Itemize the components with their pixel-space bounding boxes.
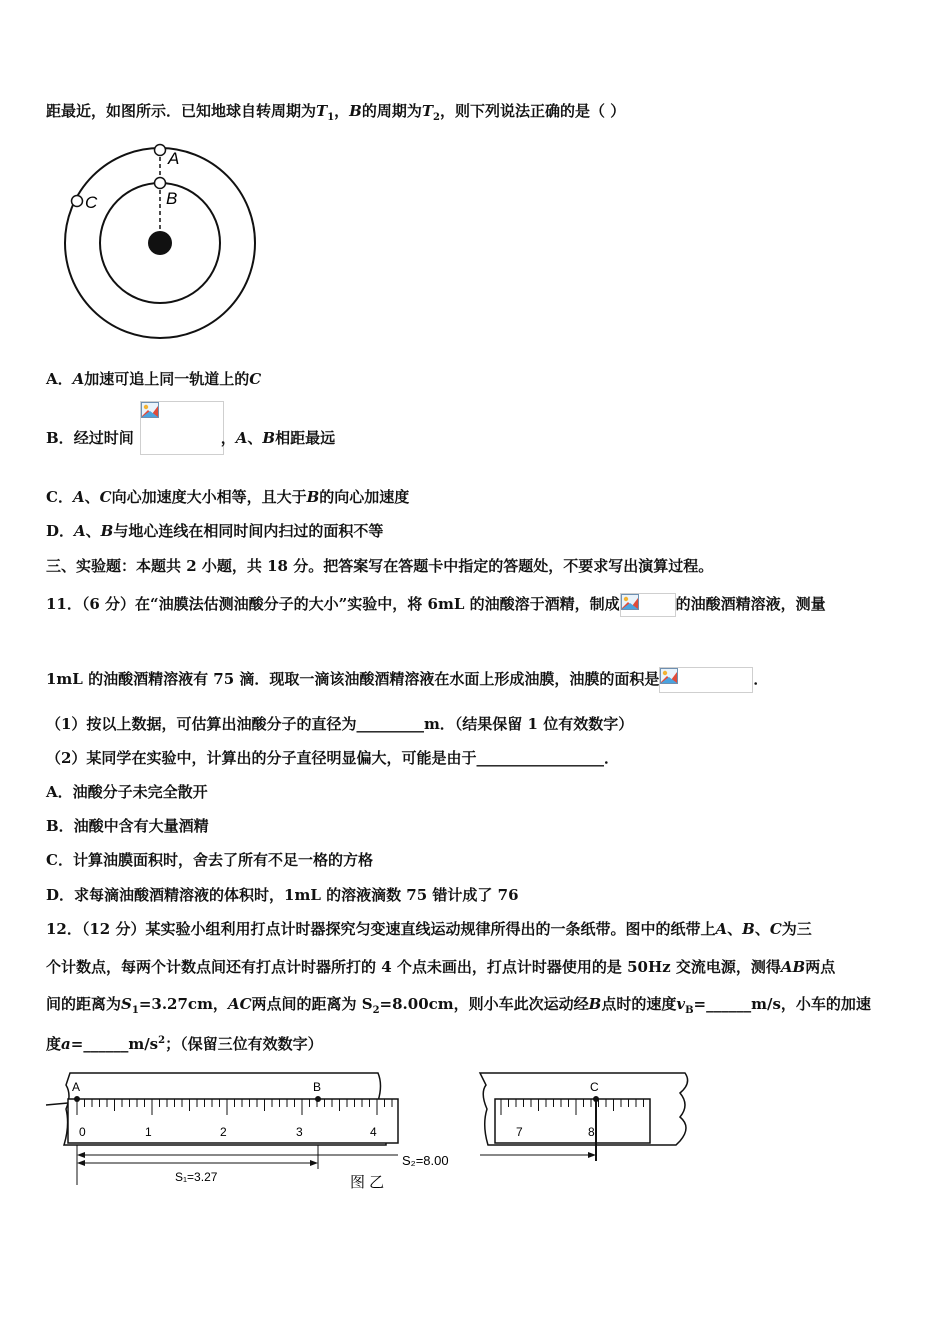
- q11-line2-b: ．: [753, 670, 769, 688]
- q12-l3-b: =3.27cm，: [138, 995, 228, 1013]
- broken-image-icon: [141, 402, 159, 418]
- section3-heading: 三、实验题：本题共 2 小题，共 18 分。把答案写在答题卡中指定的答题处，不要求写出演算过程。: [46, 557, 714, 575]
- q11-line1: [46, 593, 826, 617]
- opt-c-subj: A: [72, 488, 85, 506]
- opt-b-obj: B: [262, 429, 276, 447]
- q12-l3-s1: 1: [131, 1005, 139, 1016]
- q10-sep: ，: [334, 102, 350, 120]
- q12-l3-vB: B: [685, 1005, 694, 1016]
- opt-c-text2: 的向心加速度: [319, 488, 410, 506]
- q12-l1-dun2: 、: [754, 920, 770, 938]
- opt-b-subj: A: [235, 429, 248, 447]
- ruler2-tick-7: 7: [516, 1125, 523, 1139]
- q12-l2-b: 两点: [805, 958, 836, 976]
- q12-l3-f: =______m/s，小车的加速: [693, 995, 871, 1013]
- q12-l3-AC: AC: [227, 995, 252, 1013]
- opt-a-obj: C: [249, 370, 262, 388]
- ruler-left-end: [46, 1103, 68, 1105]
- q12-l4-a: 度: [46, 1035, 62, 1053]
- q12-l3-e: 点时的速度: [601, 995, 677, 1013]
- opt-c-obj: C: [99, 488, 112, 506]
- earth: [148, 231, 172, 255]
- opt-d-letter: D．: [46, 522, 75, 540]
- ruler2-tick-8: 8: [588, 1125, 595, 1139]
- q12-l3-a: 间的距离为: [46, 995, 122, 1013]
- q12-l4-b: =______m/s: [70, 1035, 159, 1053]
- q12-l3-s2: 2: [372, 1005, 380, 1016]
- q12-l1-C: C: [769, 920, 782, 938]
- satellite-a: [155, 145, 166, 156]
- q12-l4-c: ；（保留三位有效数字）: [165, 1035, 323, 1053]
- opt-b-text2: ，: [220, 429, 236, 447]
- q10-sub1: 1: [327, 112, 335, 123]
- point-b-label: B: [313, 1080, 322, 1094]
- label-b: B: [166, 189, 178, 208]
- s2-arrowhead-right: [588, 1152, 596, 1158]
- q11-line1-b: 的油酸酒精溶液，测量: [675, 595, 826, 613]
- opt-d-subj: A: [74, 522, 86, 540]
- q12-l4-sup: 2: [158, 1035, 166, 1046]
- q12-l3-S: S: [121, 995, 132, 1013]
- point-b: [315, 1096, 321, 1102]
- fig-label: 图 乙: [350, 1174, 385, 1191]
- q12-line1: [46, 919, 812, 939]
- opt-c-dun: 、: [84, 488, 100, 506]
- q11-part1: （1）按以上数据，可估算出油酸分子的直径为_________m．（结果保留 1 位有效数字）: [46, 715, 634, 733]
- opt-b-dun: 、: [247, 429, 263, 447]
- s2-label: S₂=8.00: [402, 1153, 449, 1168]
- q11-image-1: [620, 593, 676, 617]
- q10-option-b: [46, 428, 335, 448]
- point-c-label: C: [590, 1080, 599, 1094]
- q10-option-d: [46, 521, 383, 541]
- q11-part2: （2）某同学在实验中，计算出的分子直径明显偏大，可能是由于_________________．: [46, 749, 619, 767]
- q11-line1-a: 11．（6 分）在“油膜法估测油酸分子的大小”实验中，将 6mL 的油酸溶于酒精，制成: [46, 595, 620, 613]
- q12-l1-b: 为三: [781, 920, 812, 938]
- label-c: C: [85, 193, 98, 212]
- opt-a-letter: A．: [46, 370, 73, 388]
- opt-b-letter: B．: [46, 429, 74, 447]
- ruler1-tick-2: 2: [220, 1125, 227, 1139]
- q11-image-2: [659, 667, 753, 693]
- ruler1-tick-0: 0: [79, 1125, 86, 1139]
- q10-sub2: 2: [433, 112, 441, 123]
- q12-l3-c: 两点间的距离为 S: [251, 995, 373, 1013]
- ruler1-tick-1: 1: [145, 1125, 152, 1139]
- opt-d-text: 与地心连线在相同时间内扫过的面积不等: [113, 522, 384, 540]
- q12-line4: [46, 1031, 323, 1054]
- broken-image-icon: [660, 668, 678, 684]
- q10-option-c: [46, 487, 409, 507]
- q11-option-b: B．油酸中含有大量酒精: [46, 817, 209, 835]
- q10-stem: [46, 101, 625, 128]
- q10-stem-mid: 的周期为: [361, 102, 422, 120]
- satellite-c: [72, 196, 83, 207]
- ruler-left: [68, 1099, 398, 1143]
- q11-option-d: D．求每滴油酸酒精溶液的体积时，1mL 的溶液滴数 75 错计成了 76: [46, 886, 519, 904]
- opt-c-letter: C．: [46, 488, 73, 506]
- ruler1-tick-3: 3: [296, 1125, 303, 1139]
- opt-b-text1: 经过时间: [73, 429, 134, 447]
- point-a-label: A: [72, 1080, 81, 1094]
- broken-image-icon: [621, 594, 639, 610]
- q11-line2: [46, 667, 768, 693]
- q11-option-a: A．油酸分子未完全散开: [46, 783, 208, 801]
- satellite-b: [155, 178, 166, 189]
- q12-l1-dun1: 、: [727, 920, 743, 938]
- q10-stem-suffix: ，则下列说法正确的是（ ）: [440, 102, 626, 120]
- q12-l3-d: =8.00cm，则小车此次运动经: [379, 995, 589, 1013]
- q12-l1-A: A: [715, 920, 728, 938]
- q12-l3-v: v: [676, 995, 686, 1013]
- q10-B: B: [349, 102, 362, 120]
- opt-c-text1: 向心加速度大小相等，且大于: [111, 488, 307, 506]
- s1-arrowhead-left: [77, 1160, 85, 1166]
- q11-option-c: C．计算油膜面积时，舍去了所有不足一格的方格: [46, 851, 373, 869]
- s1-arrowhead-right: [310, 1160, 318, 1166]
- opt-b-text3: 相距最远: [275, 429, 336, 447]
- opt-c-obj2: B: [306, 488, 320, 506]
- q12-l1-B: B: [742, 920, 755, 938]
- s2-arrowhead-left: [77, 1152, 85, 1158]
- opt-a-subj: A: [72, 370, 85, 388]
- q12-l3-Bp: B: [588, 995, 602, 1013]
- tape-figure: [40, 1065, 710, 1195]
- q12-l2-AB: AB: [780, 958, 806, 976]
- opt-a-text: 加速可追上同一轨道上的: [84, 370, 250, 388]
- point-a: [74, 1096, 80, 1102]
- q10-T2: T: [421, 102, 434, 120]
- q10-T1: T: [316, 102, 328, 120]
- q12-line3: [46, 994, 871, 1021]
- q12-l4-acc: a: [61, 1035, 71, 1053]
- opt-d-obj: B: [100, 522, 114, 540]
- label-a: A: [168, 149, 180, 168]
- s1-label: S₁=3.27: [175, 1170, 218, 1184]
- q12-line2: [46, 957, 835, 977]
- opt-d-dun: 、: [85, 522, 101, 540]
- ruler1-tick-4: 4: [370, 1125, 377, 1139]
- q10-option-a: [46, 369, 261, 389]
- q11-line2-a: 1mL 的油酸酒精溶液有 75 滴．现取一滴该油酸酒精溶液在水面上形成油膜，油膜的面积是: [46, 670, 660, 688]
- q12-l1-a: 12．（12 分）某实验小组利用打点计时器探究匀变速直线运动规律所得出的一条纸带。图中的纸带上: [46, 920, 716, 938]
- q10-stem-prefix: 距最近，如图所示．已知地球自转周期为: [46, 102, 317, 120]
- q12-l2-a: 个计数点，每两个计数点间还有打点计时器所打的 4 个点未画出，打点计时器使用的是 50Hz 交流电源，测得: [46, 958, 781, 976]
- orbit-diagram: [50, 138, 290, 348]
